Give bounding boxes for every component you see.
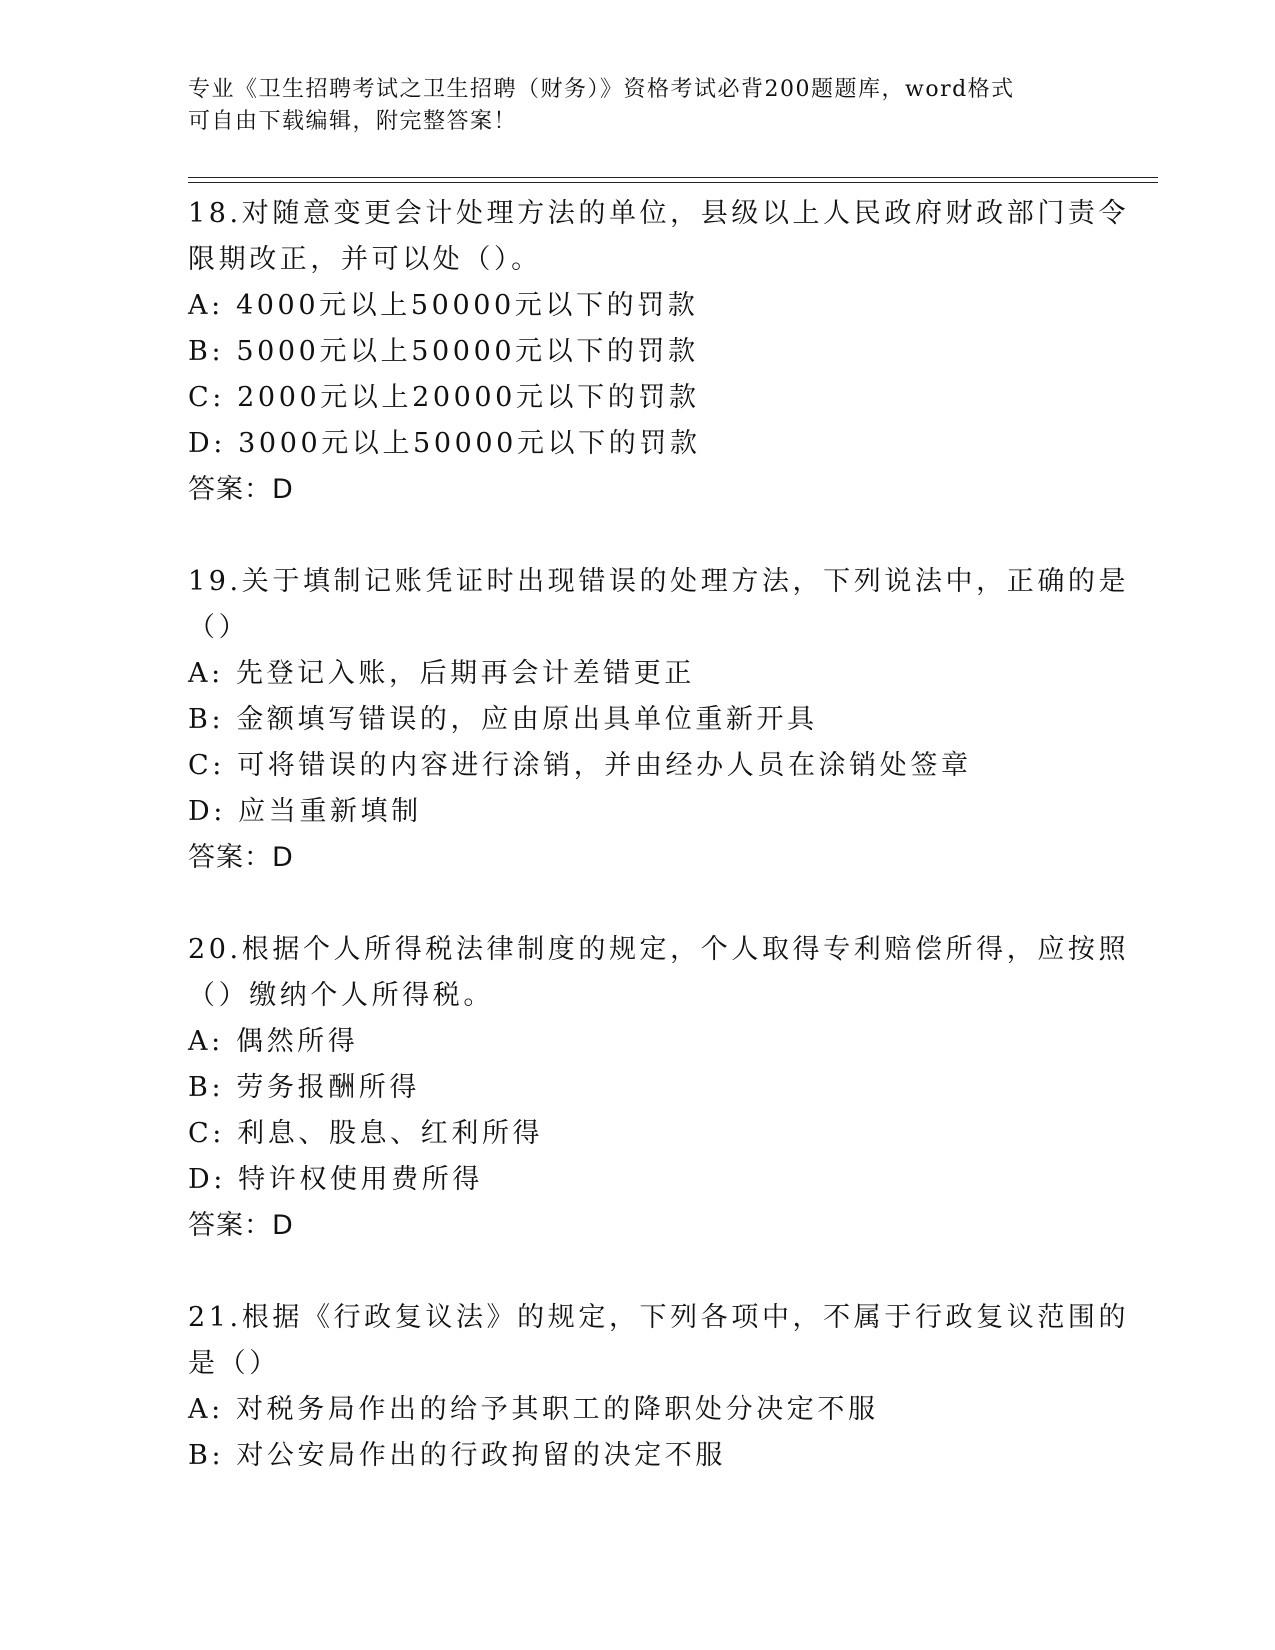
option-text: 可将错误的内容进行涂销，并由经办人员在涂销处签章 bbox=[237, 750, 972, 781]
option-text: 对公安局作出的行政拘留的决定不服 bbox=[236, 1440, 726, 1471]
question-18 bbox=[188, 191, 1130, 513]
question-21 bbox=[188, 1295, 1130, 1479]
option-letter: C: bbox=[188, 750, 225, 781]
header-title-line-2: 可自由下载编辑，附完整答案！ bbox=[188, 109, 518, 134]
option-a bbox=[188, 1387, 1088, 1433]
option-d bbox=[188, 1157, 1088, 1203]
question-stem-line: 20.根据个人所得税法律制度的规定，个人取得专利赔偿所得，应按照 bbox=[188, 934, 1130, 965]
option-text: 4000元以上50000元以下的罚款 bbox=[235, 290, 699, 321]
option-text: 偶然所得 bbox=[235, 1026, 359, 1057]
option-letter: D: bbox=[188, 796, 226, 827]
option-a bbox=[188, 651, 1088, 697]
option-letter: B: bbox=[188, 704, 225, 735]
option-b bbox=[188, 1433, 1088, 1479]
question-19 bbox=[188, 559, 1130, 881]
header-divider-bottom bbox=[188, 182, 1158, 183]
option-letter: A: bbox=[188, 1394, 224, 1425]
option-b bbox=[188, 697, 1088, 743]
option-text: 金额填写错误的，应由原出具单位重新开具 bbox=[236, 704, 818, 735]
option-text: 利息、股息、红利所得 bbox=[237, 1118, 544, 1149]
option-a bbox=[188, 283, 1088, 329]
question-stem-line: （） bbox=[188, 612, 250, 643]
option-letter: B: bbox=[188, 336, 225, 367]
option-text: 应当重新填制 bbox=[238, 796, 422, 827]
option-c bbox=[188, 1111, 1088, 1157]
option-letter: D: bbox=[188, 428, 226, 459]
option-letter: A: bbox=[188, 1026, 224, 1057]
option-text: 对税务局作出的给予其职工的降职处分决定不服 bbox=[235, 1394, 879, 1425]
question-stem-line: 是（） bbox=[188, 1348, 280, 1379]
option-letter: B: bbox=[188, 1440, 225, 1471]
option-text: 5000元以上50000元以下的罚款 bbox=[236, 336, 699, 367]
option-letter: A: bbox=[188, 658, 224, 689]
question-stem-line: 18.对随意变更会计处理方法的单位，县级以上人民政府财政部门责令 bbox=[188, 198, 1130, 229]
option-text: 3000元以上50000元以下的罚款 bbox=[238, 428, 701, 459]
option-c bbox=[188, 743, 1088, 789]
option-letter: C: bbox=[188, 1118, 225, 1149]
option-b bbox=[188, 329, 1088, 375]
option-letter: C: bbox=[188, 382, 225, 413]
option-text: 2000元以上20000元以下的罚款 bbox=[237, 382, 700, 413]
question-stem-line: 限期改正，并可以处（）。 bbox=[188, 244, 542, 275]
option-c bbox=[188, 375, 1088, 421]
answer-label: 答案：D bbox=[188, 474, 294, 505]
document-header bbox=[188, 74, 1068, 138]
question-stem-line: （）缴纳个人所得税。 bbox=[188, 980, 494, 1011]
answer-label: 答案：D bbox=[188, 1210, 294, 1241]
option-text: 先登记入账，后期再会计差错更正 bbox=[235, 658, 695, 689]
header-title-line-1: 专业《卫生招聘考试之卫生招聘（财务）》资格考试必背200题题库，word格式 bbox=[188, 77, 1015, 102]
question-stem-line: 21.根据《行政复议法》的规定，下列各项中，不属于行政复议范围的 bbox=[188, 1302, 1130, 1333]
option-b bbox=[188, 1065, 1088, 1111]
option-text: 特许权使用费所得 bbox=[238, 1164, 483, 1195]
option-letter: B: bbox=[188, 1072, 225, 1103]
option-letter: A: bbox=[188, 290, 224, 321]
option-text: 劳务报酬所得 bbox=[236, 1072, 420, 1103]
option-a bbox=[188, 1019, 1088, 1065]
question-stem-line: 19.关于填制记账凭证时出现错误的处理方法，下列说法中，正确的是 bbox=[188, 566, 1130, 597]
option-letter: D: bbox=[188, 1164, 226, 1195]
answer-label: 答案：D bbox=[188, 842, 294, 873]
header-divider-top bbox=[188, 177, 1158, 178]
question-20 bbox=[188, 927, 1130, 1249]
option-d bbox=[188, 789, 1088, 835]
question-list bbox=[188, 191, 1130, 1479]
option-d bbox=[188, 421, 1088, 467]
